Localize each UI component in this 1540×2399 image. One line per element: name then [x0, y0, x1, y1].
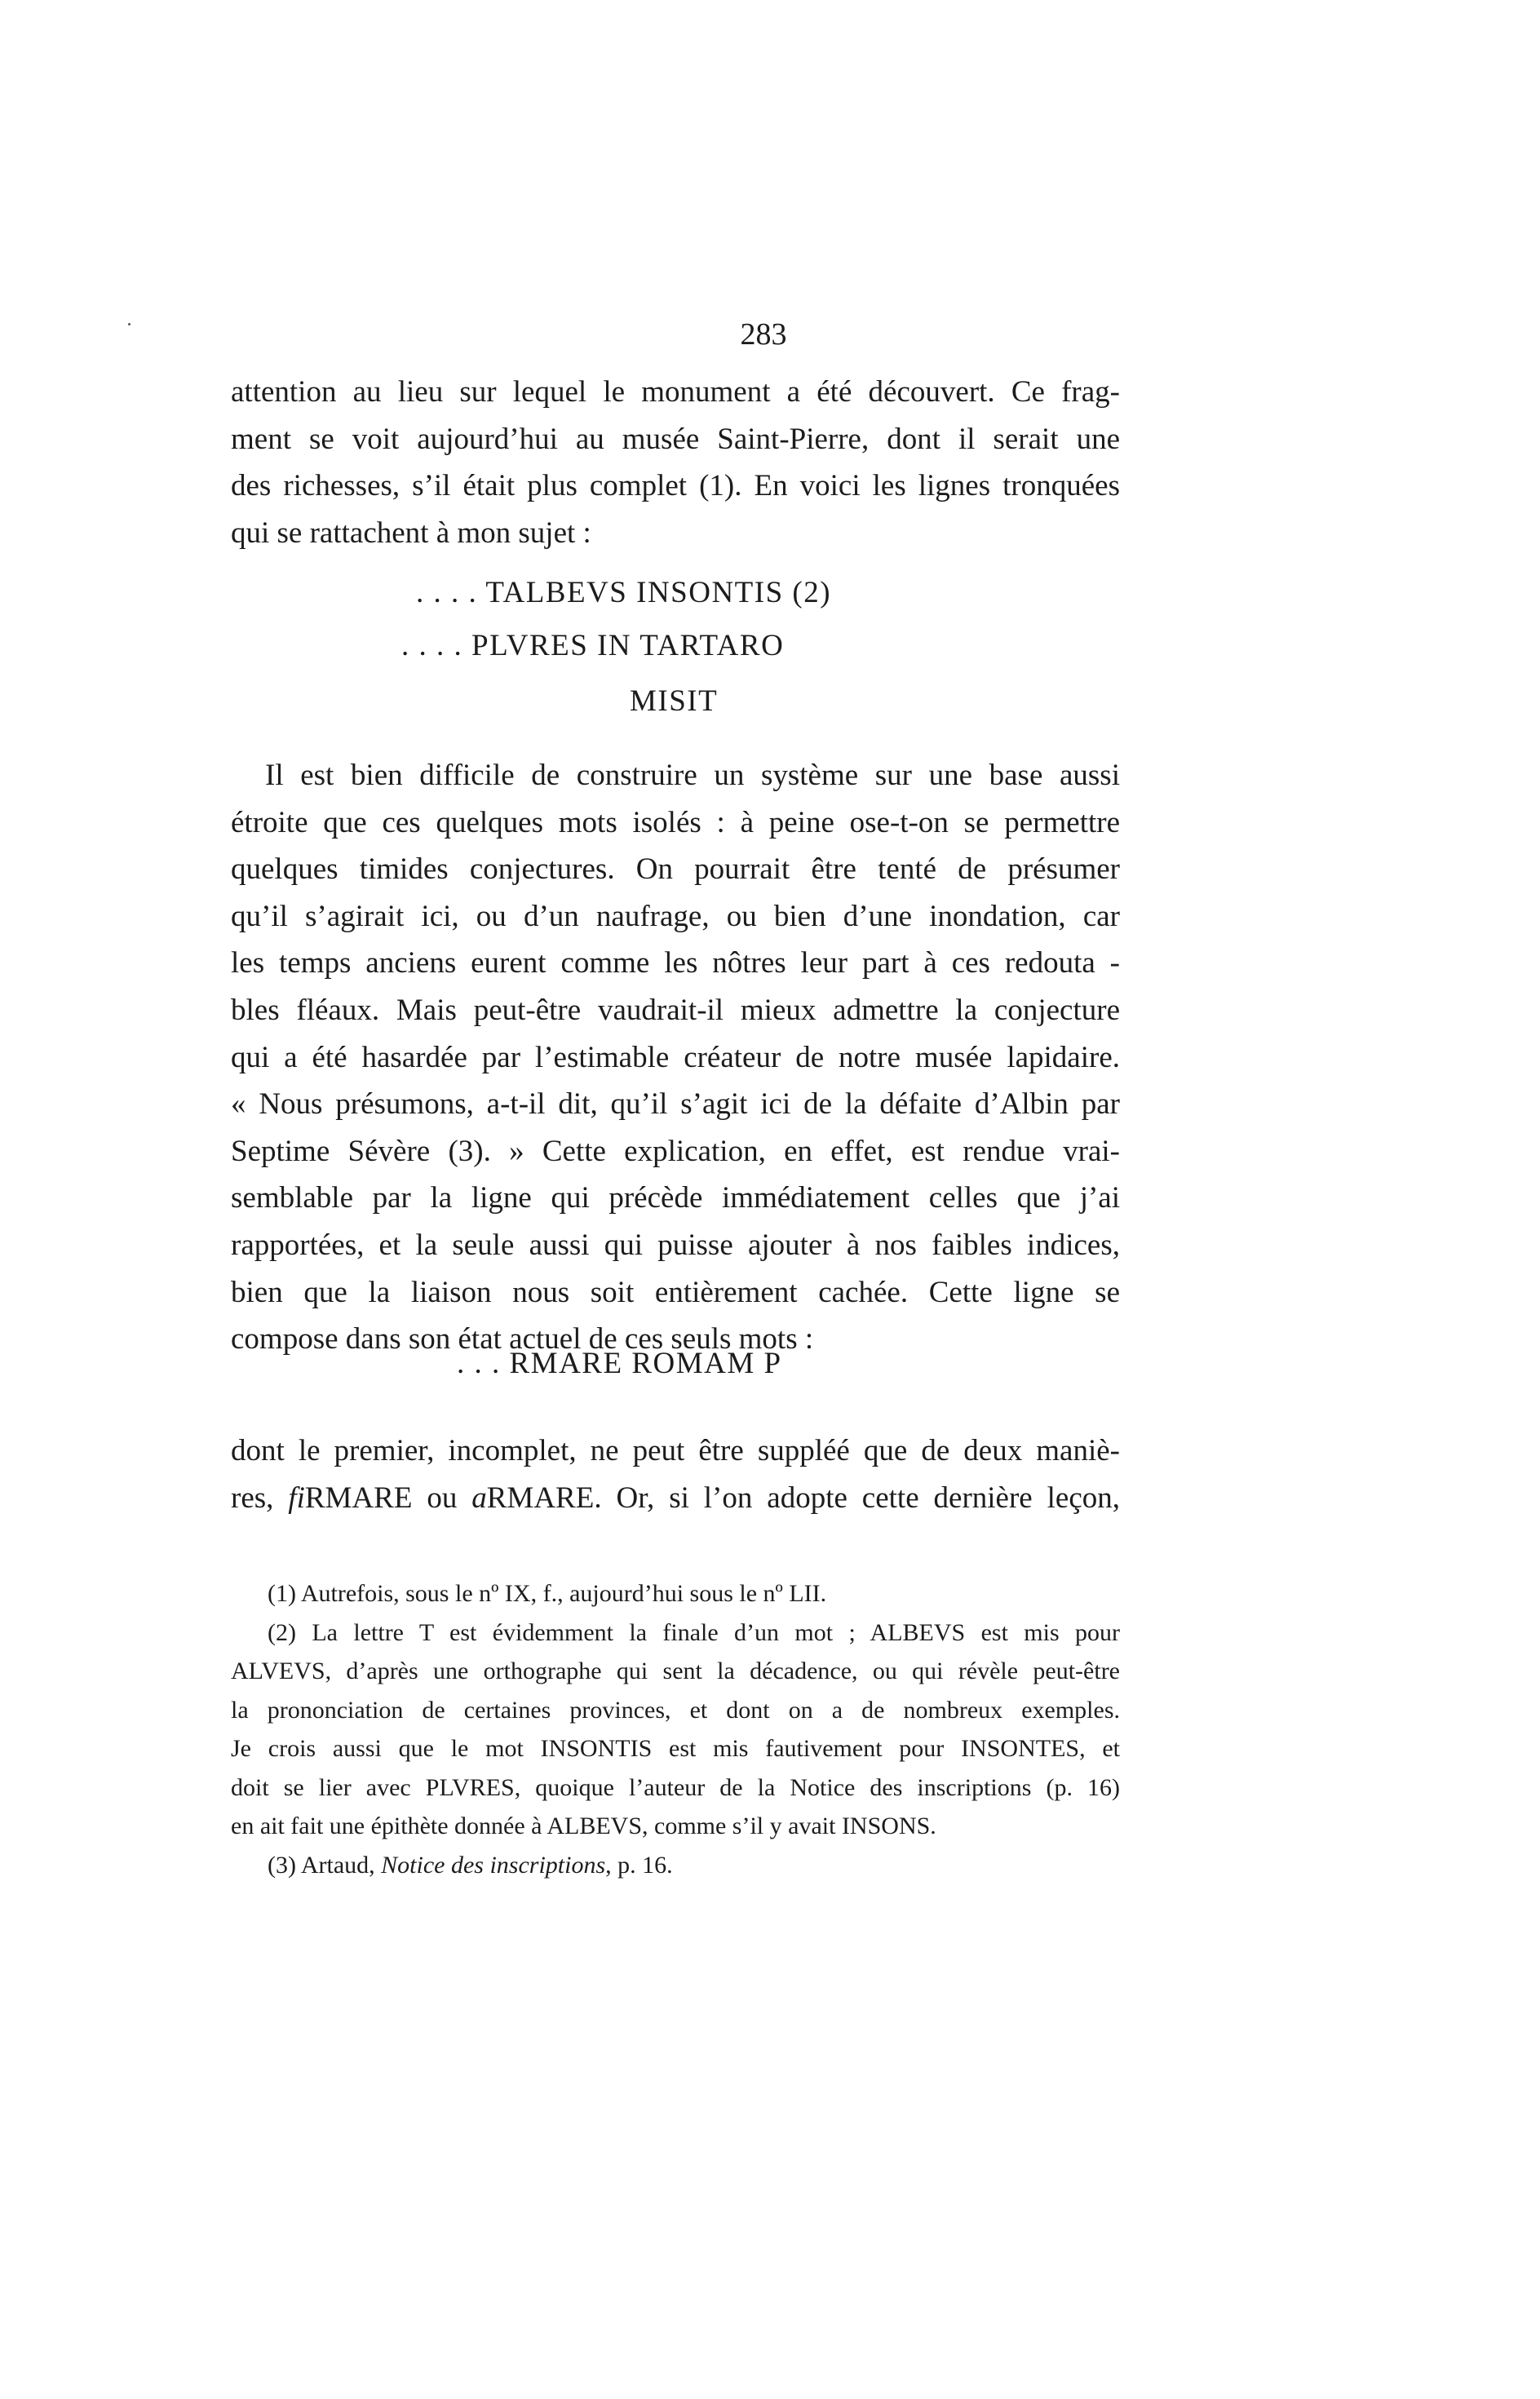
footnote-line: ALVEVS, d’après une orthographe qui sent la décadence, ou qui révèle peut-être: [231, 1658, 1120, 1684]
paragraph-line: ment se voit aujourd’hui au musée Saint-Pierre, dont il serait une: [231, 422, 1120, 456]
text-run: RMARE ou: [304, 1481, 472, 1515]
paragraph-line: semblable par la ligne qui précède immédiatement celles que j’ai: [231, 1181, 1120, 1215]
paragraph-line: bien que la liaison nous soit entièrement cachée. Cette ligne se: [231, 1275, 1120, 1309]
inscription-line: MISIT: [630, 684, 719, 718]
italic-run: a: [471, 1481, 487, 1515]
paragraph-line: rapportées, et la seule aussi qui puisse ajouter à nos faibles indices,: [231, 1228, 1120, 1262]
paragraph-line: Septime Sévère (3). » Cette explication, en effet, est rendue vrai-: [231, 1134, 1120, 1168]
paragraph-line: [231, 1475, 1120, 1522]
paragraph-2: [231, 752, 1120, 1363]
paragraph-line: quelques timides conjectures. On pourrait être tenté de présumer: [231, 852, 1120, 887]
footnote-2: [231, 1613, 1120, 1846]
paragraph-line: les temps anciens eurent comme les nôtres leur part à ces redouta -: [231, 946, 1120, 980]
paragraph-line: qui se rattachent à mon sujet :: [231, 516, 591, 550]
italic-run: fi: [288, 1481, 305, 1515]
inscription-line: . . . . TALBEVS INSONTIS (2): [416, 576, 832, 609]
footnote-line: doit se lier avec PLVRES, quoique l’auteur de la Notice des inscriptions (p. 16): [231, 1773, 1120, 1801]
paragraph-line: des richesses, s’il était plus complet (1). En voici les lignes tronquées: [231, 469, 1120, 503]
text-run: (3) Artaud,: [268, 1851, 382, 1879]
paragraph-3: [231, 1427, 1120, 1521]
text-run: RMARE. Or, si l’on adopte cette dernière leçon,: [486, 1481, 1120, 1515]
paragraph-line: Il est bien difficile de construire un système sur une base aussi: [265, 759, 1120, 792]
footnote-3: [231, 1846, 1120, 1885]
inscription-line: . . . RMARE ROMAM P: [457, 1347, 782, 1380]
footnote-line: en ait fait une épithète donnée à ALBEVS, comme s’il y avait INSONS.: [231, 1813, 936, 1839]
footnotes: [231, 1574, 1120, 1884]
paragraph-line: qui a été hasardée par l’estimable créateur de notre musée lapidaire.: [231, 1040, 1120, 1074]
paragraph-line: attention au lieu sur lequel le monument a été découvert. Ce frag-: [231, 375, 1120, 409]
italic-run: Notice des inscriptions: [381, 1851, 606, 1879]
paragraph-line: qu’il s’agirait ici, ou d’un naufrage, ou bien d’une inondation, car: [231, 899, 1120, 933]
paragraph-1: [231, 369, 1120, 556]
paragraph-line: « Nous présumons, a-t-il dit, qu’il s’agit ici de la défaite d’Albin par: [231, 1087, 1120, 1122]
page-number: 283: [740, 317, 787, 352]
inscription-line: . . . . PLVRES IN TARTARO: [401, 629, 785, 662]
paragraph-line: bles fléaux. Mais peut-être vaudrait-il mieux admettre la conjecture: [231, 993, 1120, 1027]
footnote-1: (1) Autrefois, sous le nº IX, f., aujourd’hui sous le nº LII.: [268, 1580, 827, 1607]
paragraph-line: compose dans son état actuel de ces seuls mots :: [231, 1322, 814, 1357]
footnote-line: la prononciation de certaines provinces, et dont on a de nombreux exemples.: [231, 1696, 1120, 1724]
text-run: , p. 16.: [605, 1851, 673, 1879]
footnote-line: Je crois aussi que le mot INSONTIS est mis fautivement pour INSONTES, et: [231, 1735, 1120, 1762]
paragraph-line: dont le premier, incomplet, ne peut être suppléé que de deux maniè-: [231, 1434, 1120, 1467]
text-run: res,: [231, 1481, 289, 1515]
footnote-line: (2) La lettre T est évidemment la finale d’un mot ; ALBEVS est mis pour: [268, 1618, 1120, 1646]
paragraph-line: étroite que ces quelques mots isolés : à peine ose-t-on se permettre: [231, 805, 1120, 839]
